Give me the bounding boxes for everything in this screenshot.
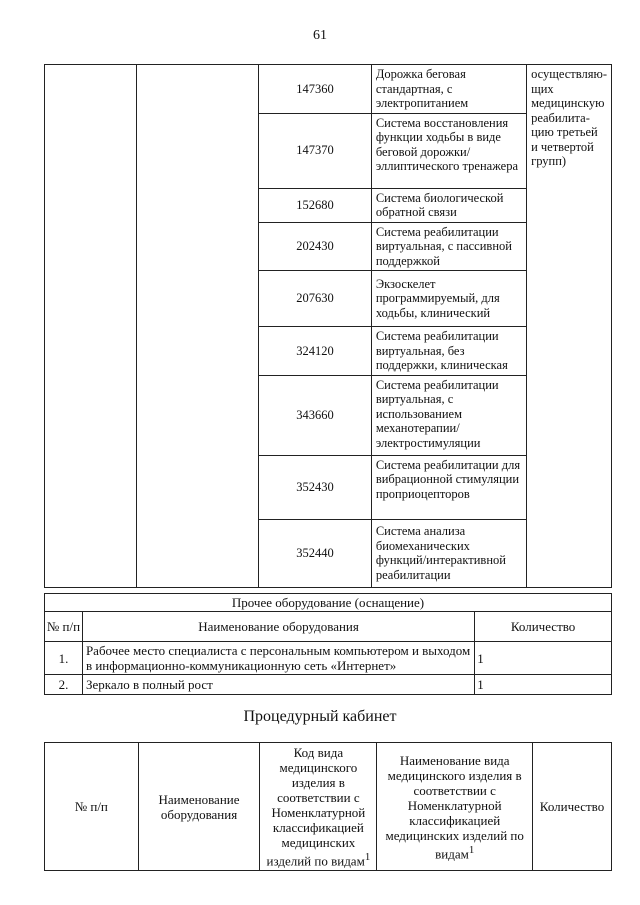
note-cell: осуществляю-щих медицинскую реабилита-цию третьей и четвертой групп) bbox=[527, 65, 612, 588]
device-name: Система реабилитации для вибрационной стимуляции проприоцепторов bbox=[371, 455, 526, 519]
empty-cell bbox=[45, 65, 137, 588]
table-caption: Прочее оборудование (оснащение) bbox=[45, 594, 612, 612]
device-code: 343660 bbox=[259, 375, 372, 455]
header-text: Код вида медицинского изделия в соответствии с Номенклатурной классификацией медицинских изделий по видам bbox=[266, 745, 366, 869]
device-code: 147370 bbox=[259, 113, 372, 188]
column-header-name: Наименование оборудования bbox=[138, 743, 260, 871]
device-name: Система реабилитации виртуальная, без поддержки, клиническая bbox=[371, 327, 526, 376]
device-name: Система реабилитации виртуальная, с пассивной поддержкой bbox=[371, 222, 526, 271]
equipment-quantity: 1 bbox=[475, 675, 612, 695]
row-number: 1. bbox=[45, 642, 83, 675]
column-header-code bbox=[260, 743, 377, 871]
header-text: Наименование вида медицинского изделия в соответствии с Номенклатурной классификацией медицинских изделий по видам bbox=[385, 752, 524, 861]
table-row bbox=[45, 642, 612, 675]
equipment-name: Рабочее место специалиста с персональным компьютером и выходом в информационно-коммуникационную сеть «Интернет» bbox=[82, 642, 474, 675]
device-code: 152680 bbox=[259, 188, 372, 222]
device-code: 352440 bbox=[259, 519, 372, 587]
column-header-qty: Количество bbox=[533, 743, 612, 871]
device-name: Система реабилитации виртуальная, с использованием механотерапии/ электростимуляции bbox=[371, 375, 526, 455]
device-code: 207630 bbox=[259, 271, 372, 327]
procedure-table bbox=[44, 742, 612, 871]
device-code: 352430 bbox=[259, 455, 372, 519]
section-title: Процедурный кабинет bbox=[243, 708, 397, 725]
column-header-num: № п/п bbox=[45, 743, 139, 871]
other-equipment-table bbox=[44, 593, 612, 695]
device-name: Система биологической обратной связи bbox=[371, 188, 526, 222]
column-header-name: Наименование оборудования bbox=[82, 612, 474, 642]
device-name: Экзоскелет программируемый, для ходьбы, клинический bbox=[371, 271, 526, 327]
column-header-qty: Количество bbox=[475, 612, 612, 642]
device-name: Система анализа биомеханических функций/интерактивной реабилитации bbox=[371, 519, 526, 587]
device-name: Система восстановления функции ходьбы в виде беговой дорожки/ эллиптического тренажера bbox=[371, 113, 526, 188]
table-row bbox=[45, 675, 612, 695]
table-caption-row bbox=[45, 594, 612, 612]
column-header-num: № п/п bbox=[45, 612, 83, 642]
device-code: 147360 bbox=[259, 65, 372, 114]
device-name: Дорожка беговая стандартная, с электропитанием bbox=[371, 65, 526, 114]
page-number: 61 bbox=[313, 28, 327, 43]
empty-cell bbox=[137, 65, 259, 588]
equipment-quantity: 1 bbox=[475, 642, 612, 675]
table-header-row bbox=[45, 612, 612, 642]
column-header-type-name bbox=[377, 743, 533, 871]
table-row bbox=[45, 65, 612, 114]
equipment-table bbox=[44, 64, 612, 588]
device-code: 324120 bbox=[259, 327, 372, 376]
row-number: 2. bbox=[45, 675, 83, 695]
footnote-mark: 1 bbox=[468, 843, 475, 856]
equipment-name: Зеркало в полный рост bbox=[82, 675, 474, 695]
device-code: 202430 bbox=[259, 222, 372, 271]
footnote-mark: 1 bbox=[364, 851, 371, 863]
table-header-row bbox=[45, 743, 612, 871]
